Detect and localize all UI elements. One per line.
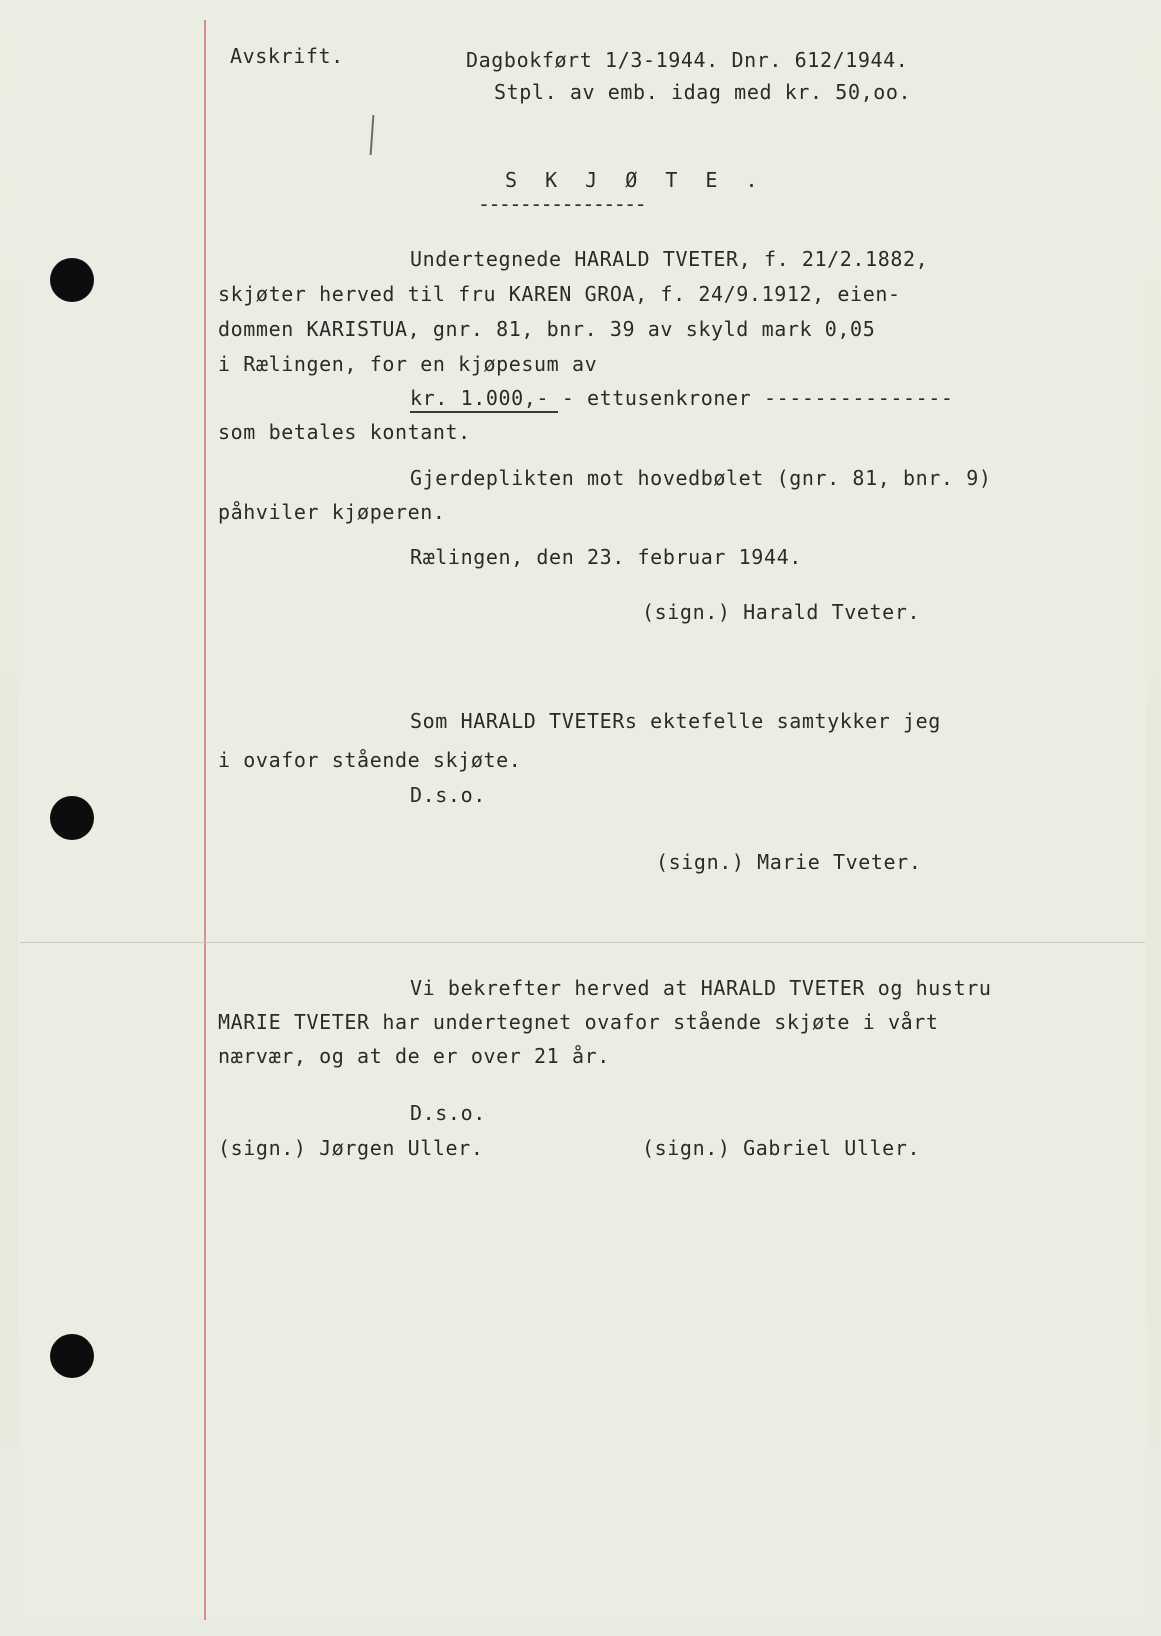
witness-signature-left: (sign.) Jørgen Uller. <box>218 1136 484 1160</box>
fold-line <box>20 942 1145 943</box>
title-rule: ---------------- <box>478 192 646 216</box>
witness-line2: MARIE TVETER har undertegnet ovafor stående skjøte i vårt <box>218 1010 939 1034</box>
consent-line1: Som HARALD TVETERs ektefelle samtykker jeg <box>410 709 941 733</box>
dso-1: D.s.o. <box>410 783 486 807</box>
para1-line1: Undertegnede HARALD TVETER, f. 21/2.1882, <box>410 247 929 271</box>
signature-marie: (sign.) Marie Tveter. <box>656 850 922 874</box>
para2-line2: påhviler kjøperen. <box>218 500 446 524</box>
red-margin-rule <box>204 20 206 1620</box>
para1-line4: i Rælingen, for en kjøpesum av <box>218 352 598 376</box>
document-title: S K J Ø T E . <box>505 168 766 192</box>
para2-line1: Gjerdeplikten mot hovedbølet (gnr. 81, bnr. 9) <box>410 466 992 490</box>
witness-line3: nærvær, og at de er over 21 år. <box>218 1044 610 1068</box>
consent-line2: i ovafor stående skjøte. <box>218 748 522 772</box>
journal-line: Dagbokført 1/3-1944. Dnr. 612/1944. <box>466 48 909 72</box>
punch-hole-top <box>50 258 94 302</box>
payment-line: som betales kontant. <box>218 420 471 444</box>
price-line: kr. 1.000,- - ettusenkroner --------------- <box>410 386 954 410</box>
witness-signature-right: (sign.) Gabriel Uller. <box>642 1136 921 1160</box>
dso-2: D.s.o. <box>410 1101 486 1125</box>
avskrift-label: Avskrift. <box>230 44 344 68</box>
punch-hole-bottom <box>50 1334 94 1378</box>
punch-hole-middle <box>50 796 94 840</box>
stamp-line: Stpl. av emb. idag med kr. 50,oo. <box>494 80 912 104</box>
price-underline <box>410 411 558 413</box>
para1-line3: dommen KARISTUA, gnr. 81, bnr. 39 av skyld mark 0,05 <box>218 317 876 341</box>
para1-line2: skjøter herved til fru KAREN GROA, f. 24/9.1912, eien- <box>218 282 901 306</box>
signature-harald: (sign.) Harald Tveter. <box>642 600 921 624</box>
place-date: Rælingen, den 23. februar 1944. <box>410 545 802 569</box>
witness-line1: Vi bekrefter herved at HARALD TVETER og hustru <box>410 976 992 1000</box>
